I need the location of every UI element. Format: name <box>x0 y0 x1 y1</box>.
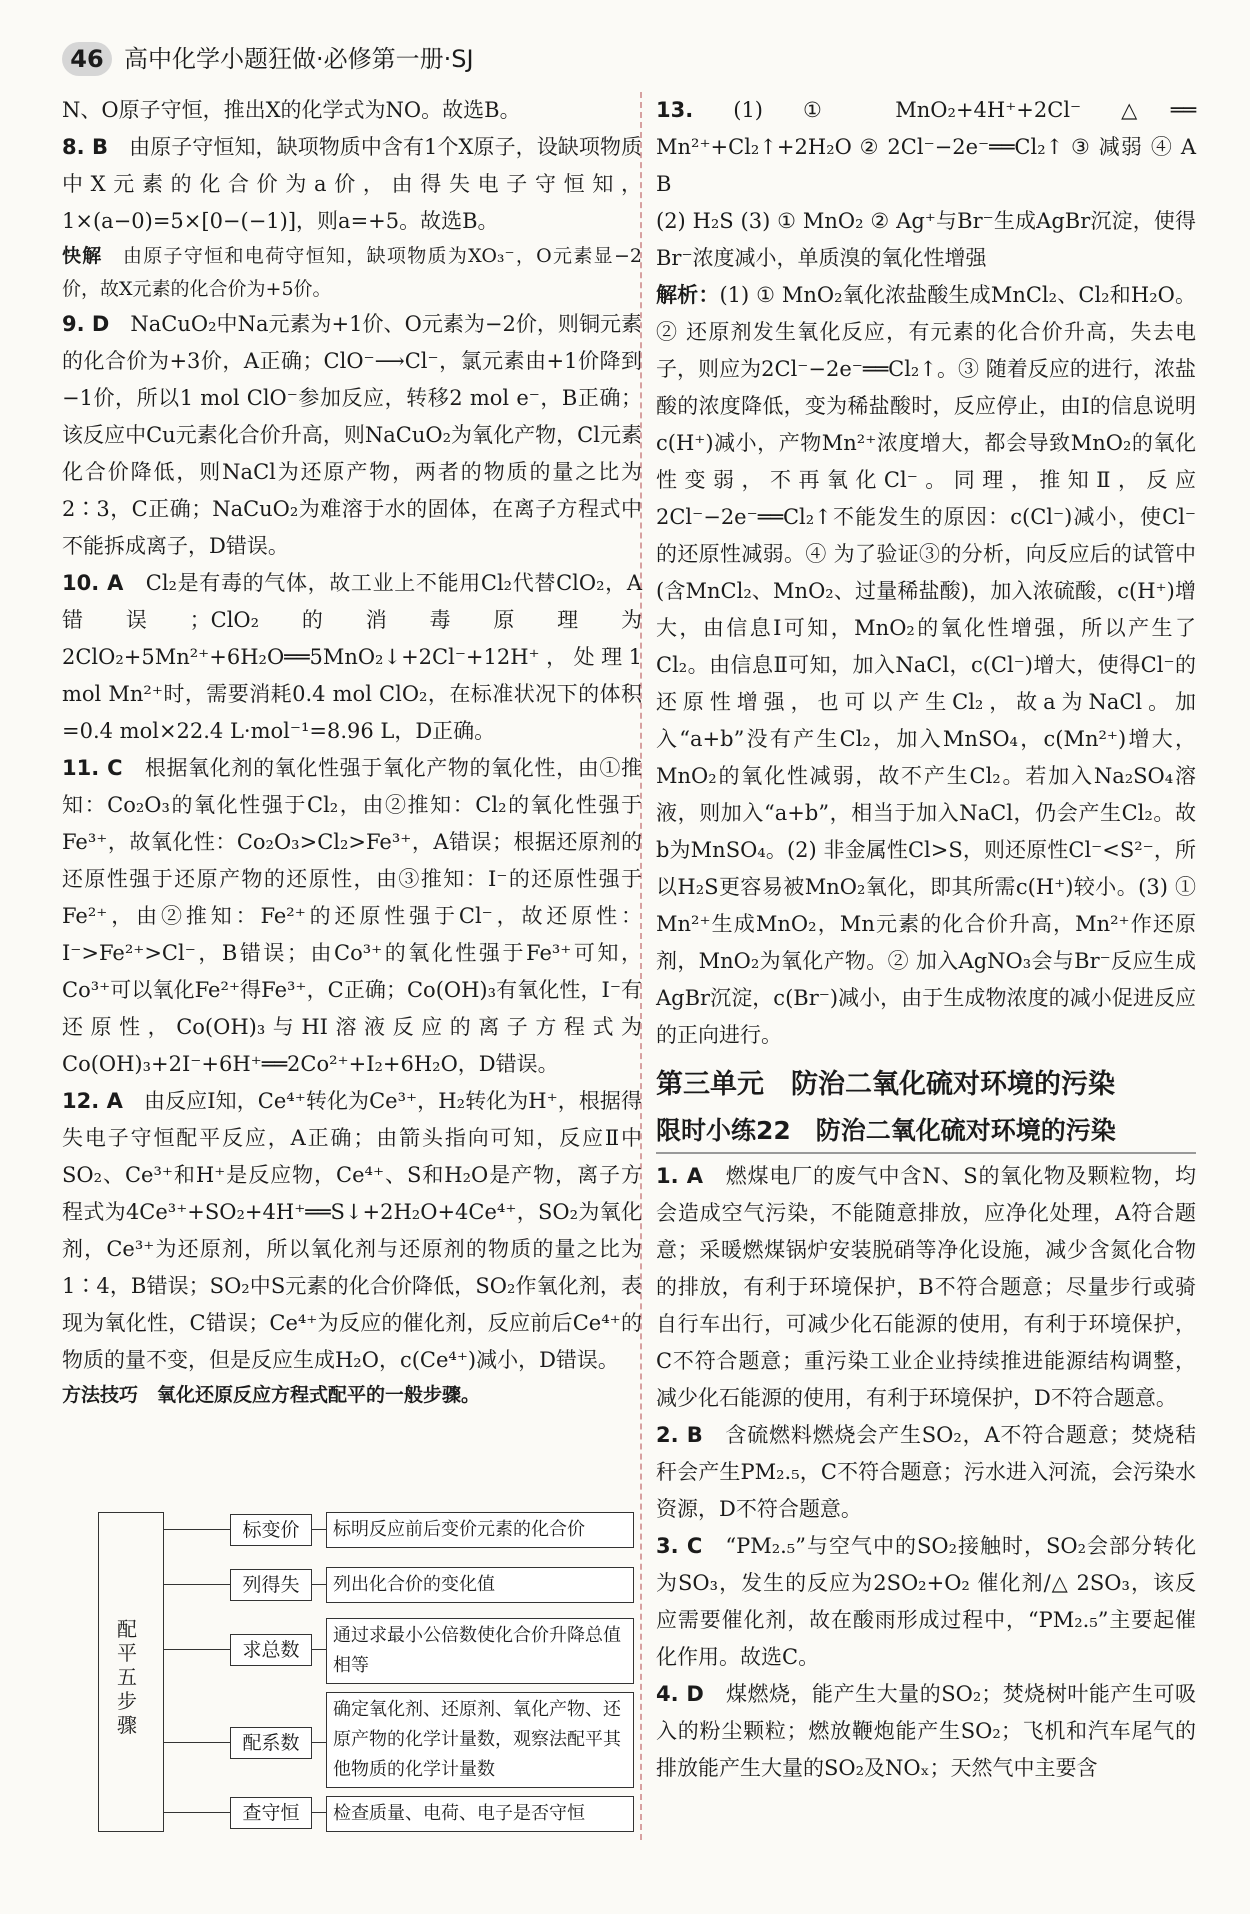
answer-7-tail: N、O原子守恒，推出X的化学式为NO。故选B。 <box>62 98 521 122</box>
diagram-outer-label: 配平五步骤 <box>117 1617 137 1737</box>
answer-9-key: 9. D <box>62 312 110 336</box>
connector-line <box>164 1529 230 1530</box>
answer-9-text: NaCuO₂中Na元素为+1价、O元素为−2价，则铜元素的化合价为+3价，A正确；ClO⁻⟶Cl⁻，氯元素由+1价降到−1价，所以1 mol ClO⁻参加反应，转移2 mol e⁻，B正确；该反应中Cu元素化合价升高，则NaCuO₂为氧化产物，Cl元素化合价降低，则NaCl为还原产物，两者的物质的量之比为2∶3，C正确；NaCuO₂为难溶于水的固体，在离子方程式中不能拆成离子，D错误。 <box>62 312 642 558</box>
method-tips-text: 氧化还原反应方程式配平的一般步骤。 <box>157 1384 481 1406</box>
answer-10-text: Cl₂是有毒的气体，故工业上不能用Cl₂代替ClO₂，A错误；ClO₂的消毒原理为2ClO₂+5Mn²⁺+6H₂O══5MnO₂↓+2Cl⁻+12H⁺，处理1 mol Mn²⁺时，需要消耗0.4 mol ClO₂，在标准状况下的体积=0.4 mol×22.4 L·mol⁻¹=8.96 L，D正确。 <box>62 571 643 743</box>
answer-11 <box>62 750 642 1083</box>
answer-13-part1: (1) ① MnO₂+4H⁺+2Cl⁻ △══ Mn²⁺+Cl₂↑+2H₂O ② 2Cl⁻−2e⁻══Cl₂↑ ③ 减弱 ④ A B <box>656 98 1196 196</box>
fast-solution-text: 由原子守恒和电荷守恒知，缺项物质为XO₃⁻，O元素显−2价，故X元素的化合价为+5价。 <box>62 245 642 300</box>
drill-answer-3 <box>656 1528 1196 1676</box>
connector-line <box>312 1742 326 1743</box>
balancing-steps-diagram <box>62 1512 637 1842</box>
answer-13-part2: (2) H₂S (3) ① MnO₂ ② Ag⁺与Br⁻生成AgBr沉淀，使得Br⁻浓度减小，单质溴的氧化性增强 <box>656 209 1196 270</box>
analysis-tag: 解析： <box>656 283 720 307</box>
step-5-desc: 检查质量、电荷、电子是否守恒 <box>326 1796 634 1832</box>
step-2-box: 列得失 <box>230 1569 312 1601</box>
drill-answer-4-key: 4. D <box>656 1682 704 1706</box>
answer-10 <box>62 565 642 750</box>
page-number: 46 <box>62 42 112 76</box>
page-header <box>62 38 562 82</box>
drill-answer-1-text: 燃煤电厂的废气中含N、S的氧化物及颗粒物，均会造成空气污染，不能随意排放，应净化处理，A符合题意；采暖燃煤锅炉安装脱硝等净化设施，减少含氮化合物的排放，有利于环境保护，B不符合题意；尽量步行或骑自行车出行，可减少化石能源的使用，有利于环境保护，C不符合题意；重污染工业企业持续推进能源结构调整，减少化石能源的使用，有利于环境保护，D不符合题意。 <box>656 1164 1197 1410</box>
step-3-box: 求总数 <box>230 1634 312 1666</box>
method-tips-tag: 方法技巧 <box>62 1384 139 1406</box>
answer-13-key: 13. <box>656 98 694 122</box>
step-5-box: 查守恒 <box>230 1797 312 1829</box>
answer-12 <box>62 1083 642 1379</box>
step-1-desc: 标明反应前后变价元素的化合价 <box>326 1512 634 1548</box>
step-1-box: 标变价 <box>230 1514 312 1546</box>
answer-10-key: 10. A <box>62 571 124 595</box>
answer-8-text: 由原子守恒知，缺项物质中含有1个X原子，设缺项物质中X元素的化合价为a价，由得失电子守恒知，1×(a−0)=5×[0−(−1)]，则a=+5。故选B。 <box>62 135 643 233</box>
answer-12-key: 12. A <box>62 1089 123 1113</box>
drill-answer-1-key: 1. A <box>656 1164 703 1188</box>
fast-solution <box>62 240 642 306</box>
drill-answer-2 <box>656 1417 1196 1528</box>
drill-answer-4-text: 煤燃烧，能产生大量的SO₂；焚烧树叶能产生可吸入的粉尘颗粒；燃放鞭炮能产生SO₂；飞机和汽车尾气的排放能产生大量的SO₂及NOₓ；天然气中主要含 <box>656 1682 1196 1780</box>
step-3-desc: 通过求最小公倍数使化合价升降总值相等 <box>326 1618 634 1684</box>
answer-13-analysis <box>656 277 1196 1054</box>
connector-line <box>312 1529 326 1530</box>
answer-13 <box>656 92 1196 203</box>
unit-title: 第三单元 防治二氧化硫对环境的污染 <box>656 1069 1115 1100</box>
analysis-text: (1) ① MnO₂氧化浓盐酸生成MnCl₂、Cl₂和H₂O。② 还原剂发生氧化反应，有元素的化合价升高，失去电子，则应为2Cl⁻−2e⁻══Cl₂↑。③ 随着反应的进行，浓盐酸的浓度降低，变为稀盐酸时，反应停止，由Ⅰ的信息说明c(H⁺)减小，产物Mn²⁺浓度增大，都会导致MnO₂的氧化性变弱，不再氧化Cl⁻。同理，推知Ⅱ，反应2Cl⁻−2e⁻══Cl₂↑不能发生的原因：c(Cl⁻)减小，使Cl⁻的还原性减弱。④ 为了验证③的分析，向反应后的试管中(含MnCl₂、MnO₂、过量稀盐酸)，加入浓硫酸，c(H⁺)增大，由信息Ⅰ可知，MnO₂的氧化性增强，所以产生了Cl₂。由信息Ⅱ可知，加入NaCl，c(Cl⁻)增大，使得Cl⁻的还原性增强，也可以产生Cl₂，故a为NaCl。加入“a+b”没有产生Cl₂，加入MnSO₄，c(Mn²⁺)增大，MnO₂的氧化性减弱，故不产生Cl₂。若加入Na₂SO₄溶液，则加入“a+b”，相当于加入NaCl，仍会产生Cl₂。故b为MnSO₄。(2) 非金属性Cl>S，则还原性Cl⁻<S²⁻，所以H₂S更容易被MnO₂氧化，即其所需c(H⁺)较小。(3) ① Mn²⁺生成MnO₂，Mn元素的化合价升高，Mn²⁺作还原剂，MnO₂为氧化产物。② 加入AgNO₃会与Br⁻反应生成AgBr沉淀，c(Br⁻)减小，由于生成物浓度的减小促进反应的正向进行。 <box>656 283 1197 1047</box>
answer-11-text: 根据氧化剂的氧化性强于氧化产物的氧化性，由①推知：Co₂O₃的氧化性强于Cl₂，由②推知：Cl₂的氧化性强于Fe³⁺，故氧化性：Co₂O₃>Cl₂>Fe³⁺，A错误；根据还原剂的还原性强于还原产物的还原性，由③推知：I⁻的还原性强于Fe²⁺，由②推知：Fe²⁺的还原性强于Cl⁻，故还原性：I⁻>Fe²⁺>Cl⁻，B错误；由Co³⁺的氧化性强于Fe³⁺可知，Co³⁺可以氧化Fe²⁺得Fe³⁺，C正确；Co(OH)₃有氧化性，I⁻有还原性，Co(OH)₃与HI溶液反应的离子方程式为Co(OH)₃+2I⁻+6H⁺══2Co²⁺+I₂+6H₂O，D错误。 <box>62 756 643 1076</box>
answer-8 <box>62 129 642 240</box>
drill-answer-2-text: 含硫燃料燃烧会产生SO₂，A不符合题意；焚烧秸秆会产生PM₂.₅，C不符合题意；污水进入河流，会污染水资源，D不符合题意。 <box>656 1423 1197 1521</box>
drill-answer-4 <box>656 1676 1196 1787</box>
book-title: 高中化学小题狂做·必修第一册·SJ <box>124 45 474 73</box>
answer-8-key: 8. B <box>62 135 108 159</box>
answer-12-text: 由反应Ⅰ知，Ce⁴⁺转化为Ce³⁺，H₂转化为H⁺，根据得失电子守恒配平反应，A正确；由箭头指向可知，反应Ⅱ中SO₂、Ce³⁺和H⁺是反应物，Ce⁴⁺、S和H₂O是产物，离子方程式为4Ce³⁺+SO₂+4H⁺══S↓+2H₂O+4Ce⁴⁺，SO₂为氧化剂，Ce³⁺为还原剂，所以氧化剂与还原剂的物质的量之比为1∶4，B错误；SO₂中S元素的化合价降低，SO₂作氧化剂，表现为氧化性，C错误；Ce⁴⁺为反应的催化剂，反应前后Ce⁴⁺的物质的量不变，但是反应生成H₂O，c(Ce⁴⁺)减小，D错误。 <box>62 1089 643 1372</box>
answer-11-key: 11. C <box>62 756 123 780</box>
drill-answer-2-key: 2. B <box>656 1423 703 1447</box>
answer-9 <box>62 306 642 565</box>
drill-title: 限时小练22 防治二氧化硫对环境的污染 <box>656 1110 1196 1154</box>
connector-line <box>164 1812 230 1813</box>
left-column <box>62 92 642 1412</box>
connector-line <box>312 1584 326 1585</box>
connector-line <box>164 1742 230 1743</box>
connector-line <box>312 1649 326 1650</box>
drill-answer-3-key: 3. C <box>656 1534 703 1558</box>
drill-answer-3-text: “PM₂.₅”与空气中的SO₂接触时，SO₂会部分转化为SO₃，发生的反应为2SO₂+O₂ 催化剂/△ 2SO₃，该反应需要催化剂，故在酸雨形成过程中，“PM₂.₅”主要起催化作用。故选C。 <box>656 1534 1197 1669</box>
drill-answer-1 <box>656 1158 1196 1417</box>
fast-solution-tag: 快解 <box>62 245 103 267</box>
connector-line <box>164 1649 230 1650</box>
connector-line <box>312 1812 326 1813</box>
step-4-box: 配系数 <box>230 1727 312 1759</box>
right-column <box>656 92 1196 1787</box>
method-tips <box>62 1379 642 1412</box>
connector-line <box>164 1584 230 1585</box>
step-2-desc: 列出化合价的变化值 <box>326 1567 634 1603</box>
step-4-desc: 确定氧化剂、还原剂、氧化产物、还原产物的化学计量数，观察法配平其他物质的化学计量数 <box>326 1692 634 1788</box>
